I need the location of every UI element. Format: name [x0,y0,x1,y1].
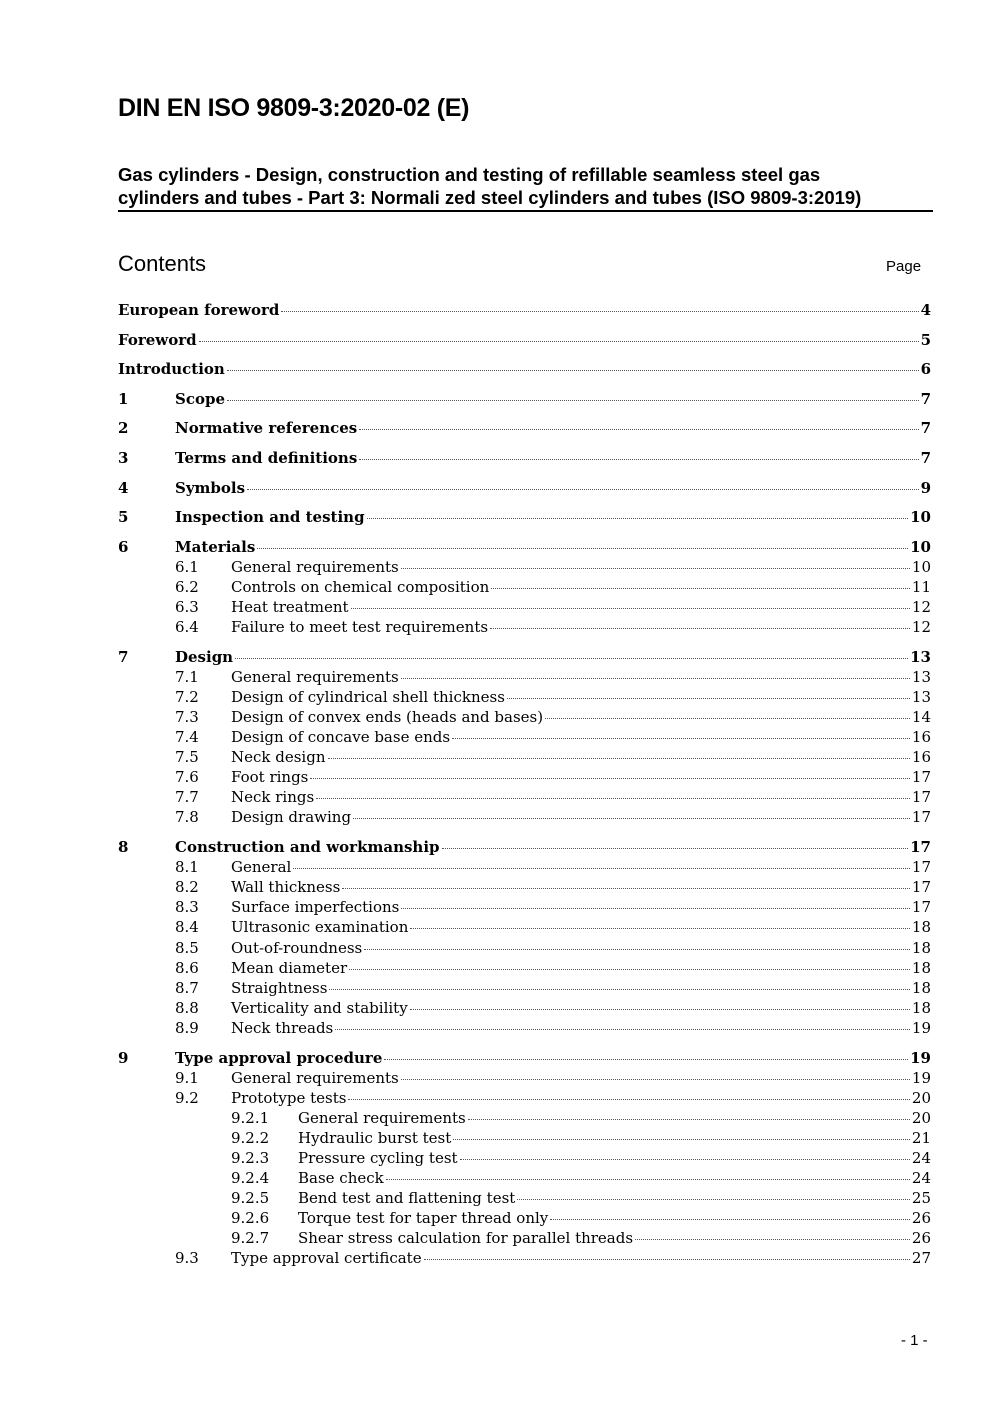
toc-entry-page: 21 [911,1128,931,1147]
toc-entry-page: 12 [911,598,931,617]
toc-entry[interactable] [118,1068,931,1088]
toc-leader-dots [342,888,910,889]
toc-leader-dots [353,818,910,819]
toc-entry-number: 4 [118,478,129,497]
toc-entry-label: Terms and definitions [175,448,358,467]
toc-entry-label: General requirements [231,1068,399,1087]
toc-leader-dots [199,341,919,342]
toc-leader-dots [227,400,919,401]
toc-entry-page: 16 [911,728,931,747]
toc-leader-dots [293,868,910,869]
toc-entry-label: Heat treatment [231,598,349,617]
page-number: - 1 - [901,1332,928,1349]
toc-entry-page: 26 [911,1229,931,1248]
toc-entry-page: 13 [911,687,931,706]
toc-entry-page: 5 [920,330,931,349]
toc-entry-number: 9.2.2 [231,1128,270,1147]
toc-entry-label: Mean diameter [231,958,348,977]
toc-entry[interactable] [118,1228,931,1248]
toc-entry-number: 8.6 [175,958,199,977]
toc-entry-page: 4 [920,301,931,319]
toc-leader-dots [468,1119,910,1120]
toc-entry-page: 10 [911,557,931,576]
toc-entry[interactable] [118,418,931,438]
toc-entry[interactable] [118,1168,931,1188]
toc-entry[interactable] [118,537,931,557]
toc-entry-number: 5 [118,508,129,527]
toc-entry-number: 9.2.7 [231,1229,270,1248]
toc-leader-dots [348,1099,909,1100]
toc-entry-number: 8.9 [175,1018,199,1037]
toc-entry[interactable] [118,807,931,827]
toc-entry[interactable] [118,938,931,958]
toc-entry[interactable] [118,787,931,807]
toc-entry[interactable] [118,330,931,350]
toc-entry[interactable] [118,557,931,577]
toc-entry[interactable] [118,1208,931,1228]
toc-leader-dots [364,949,910,950]
toc-entry[interactable] [118,300,931,320]
toc-entry-label: General requirements [298,1108,466,1127]
toc-entry-page: 17 [911,858,931,877]
document-title [118,163,933,212]
toc-entry-page: 13 [910,647,931,666]
toc-leader-dots [257,548,908,549]
toc-entry[interactable] [118,917,931,937]
toc-entry-number: 8.1 [175,858,199,877]
toc-entry-number: 7.4 [175,728,199,747]
toc-entry-page: 18 [911,998,931,1017]
toc-entry-page: 17 [910,838,931,857]
toc-leader-dots [460,1159,910,1160]
toc-entry[interactable] [118,577,931,597]
toc-leader-dots [281,311,918,312]
toc-entry-number: 8 [118,838,129,857]
toc-entry-page: 7 [920,448,931,467]
toc-entry[interactable] [118,978,931,998]
toc-leader-dots [328,758,910,759]
toc-entry[interactable] [118,597,931,617]
toc-leader-dots [335,1029,910,1030]
toc-entry-number: 6.1 [175,557,199,576]
toc-entry-label: Neck design [231,748,326,767]
toc-leader-dots [384,1059,908,1060]
toc-entry-number: 8.8 [175,998,199,1017]
toc-entry[interactable] [118,478,931,498]
toc-entry-label: Straightness [231,978,328,997]
toc-entry-label: Out-of-roundness [231,938,363,957]
toc-entry-number: 2 [118,419,129,438]
toc-entry-number: 7 [118,647,129,666]
toc-entry[interactable] [118,507,931,527]
toc-entry-label: Torque test for taper thread only [298,1209,549,1228]
toc-entry[interactable] [118,857,931,877]
toc-entry-label: Foot rings [231,768,309,787]
toc-entry-label: Wall thickness [231,878,341,897]
title-line-2: cylinders and tubes - Part 3: Normali zed steel cylinders and tubes (ISO 9809-3:2019) [118,187,862,208]
toc-entry-label: Neck threads [231,1018,334,1037]
toc-leader-dots [442,848,909,849]
toc-entry[interactable] [118,707,931,727]
toc-entry[interactable] [118,727,931,747]
toc-entry-label: Inspection and testing [175,508,365,527]
toc-entry-page: 20 [911,1108,931,1127]
toc-entry-number: 7.1 [175,667,199,686]
toc-entry-label: Symbols [175,478,246,497]
toc-entry-label: Design of cylindrical shell thickness [231,687,505,706]
toc-entry-page: 13 [911,667,931,686]
toc-leader-dots [310,778,910,779]
toc-entry-number: 6.4 [175,618,199,637]
toc-leader-dots [316,798,910,799]
toc-entry-page: 11 [911,577,931,596]
toc-entry[interactable] [118,617,931,637]
toc-leader-dots [401,908,910,909]
toc-entry-label: Controls on chemical composition [231,577,490,596]
toc-entry-number: 7.5 [175,748,199,767]
toc-entry-number: 9.2.5 [231,1189,270,1208]
toc-entry[interactable] [118,359,931,379]
toc-leader-dots [410,1009,910,1010]
toc-entry-number: 1 [118,389,129,408]
toc-entry-page: 19 [910,1048,931,1067]
toc-entry-number: 7.2 [175,687,199,706]
toc-entry[interactable] [118,667,931,687]
toc-entry-page: 25 [911,1189,931,1208]
toc-leader-dots [351,608,910,609]
toc-entry-label: Design of concave base ends [231,728,451,747]
toc-entry-number: 8.5 [175,938,199,957]
toc-entry-page: 7 [920,419,931,438]
toc-leader-dots [490,628,910,629]
toc-entry-label: Type approval certificate [231,1249,422,1268]
toc-entry-page: 17 [911,768,931,787]
title-line-1: Gas cylinders - Design, construction and testing of refillable seamless steel gas [118,164,821,185]
toc-leader-dots [545,718,910,719]
toc-entry-number: 7.6 [175,768,199,787]
toc-entry-page: 19 [911,1018,931,1037]
toc-leader-dots [235,658,908,659]
toc-entry-label: European foreword [118,301,280,319]
toc-entry[interactable] [118,837,931,857]
toc-entry-page: 17 [911,878,931,897]
toc-entry-label: Design of convex ends (heads and bases) [231,708,544,726]
toc-entry-page: 9 [920,478,931,497]
toc-entry-label: Design drawing [231,808,352,827]
toc-entry[interactable] [118,448,931,468]
toc-entry-label: General requirements [231,557,399,576]
toc-entry-page: 10 [910,537,931,556]
toc-entry-page: 26 [911,1209,931,1228]
toc-entry-number: 7.7 [175,788,199,807]
toc-entry-number: 8.3 [175,898,199,917]
toc-leader-dots [227,370,919,371]
toc-entry-number: 9.2 [175,1088,199,1107]
toc-entry[interactable] [118,1248,931,1268]
toc-entry-label: Scope [175,389,226,408]
toc-leader-dots [424,1259,910,1260]
toc-entry-number: 8.7 [175,978,199,997]
toc-entry-number: 8.2 [175,878,199,897]
toc-leader-dots [401,568,910,569]
toc-leader-dots [329,989,909,990]
toc-entry-label: Base check [298,1169,384,1188]
toc-entry-page: 16 [911,748,931,767]
toc-entry-number: 9 [118,1048,129,1067]
toc-entry[interactable] [118,647,931,667]
toc-entry-number: 3 [118,448,129,467]
toc-entry-number: 9.1 [175,1068,199,1087]
toc-entry-label: Foreword [118,330,197,349]
toc-entry[interactable] [118,897,931,917]
toc-entry[interactable] [118,1188,931,1208]
toc-entry-page: 12 [911,618,931,637]
toc-entry[interactable] [118,389,931,409]
toc-entry[interactable] [118,877,931,897]
contents-heading: Contents [118,251,207,276]
toc-entry[interactable] [118,1108,931,1128]
toc-leader-dots [453,1139,910,1140]
toc-entry-label: Hydraulic burst test [298,1128,452,1147]
toc-entry[interactable] [118,1148,931,1168]
toc-entry[interactable] [118,1088,931,1108]
toc-entry-page: 18 [911,978,931,997]
toc-leader-dots [517,1199,910,1200]
toc-leader-dots [550,1219,910,1220]
toc-entry-number: 6.3 [175,598,199,617]
toc-entry-page: 14 [911,708,931,726]
toc-entry-label: Failure to meet test requirements [231,618,489,637]
toc-leader-dots [247,489,919,490]
toc-entry-number: 9.2.1 [231,1108,270,1127]
toc-entry-page: 18 [911,938,931,957]
toc-entry-page: 24 [911,1148,931,1167]
toc-entry[interactable] [118,767,931,787]
table-of-contents [118,300,931,1269]
toc-leader-dots [410,928,910,929]
toc-entry-label: Neck rings [231,788,315,807]
toc-entry-label: Shear stress calculation for parallel threads [298,1229,634,1248]
toc-entry-page: 17 [911,898,931,917]
toc-entry-page: 24 [911,1169,931,1188]
toc-leader-dots [349,969,910,970]
toc-entry-label: Verticality and stability [231,998,408,1017]
toc-leader-dots [452,738,910,739]
toc-leader-dots [507,698,910,699]
toc-entry-label: Ultrasonic examination [231,918,409,937]
toc-leader-dots [491,588,910,589]
toc-entry[interactable] [118,1018,931,1038]
toc-entry[interactable] [118,1048,931,1068]
toc-entry-label: General [231,858,292,877]
toc-entry[interactable] [118,747,931,767]
toc-entry-number: 9.2.4 [231,1169,270,1188]
page-column-label: Page [886,258,922,275]
toc-entry-page: 18 [911,918,931,937]
toc-entry-label: Construction and workmanship [175,838,440,857]
toc-entry[interactable] [118,998,931,1018]
toc-entry-page: 17 [911,808,931,827]
toc-entry[interactable] [118,1128,931,1148]
toc-entry-number: 9.3 [175,1249,199,1268]
toc-entry-page: 20 [911,1088,931,1107]
toc-entry-label: Prototype tests [231,1088,347,1107]
toc-entry-label: General requirements [231,667,399,686]
toc-entry-label: Materials [175,537,256,556]
toc-entry-number: 9.2.3 [231,1148,270,1167]
toc-entry-label: Introduction [118,360,225,379]
toc-entry-label: Design [175,647,234,666]
toc-entry-label: Surface imperfections [231,898,400,917]
toc-entry-number: 6 [118,537,129,556]
toc-entry-number: 6.2 [175,577,199,596]
toc-entry-number: 8.4 [175,918,199,937]
toc-entry-page: 10 [910,508,931,527]
toc-leader-dots [386,1179,910,1180]
toc-entry-page: 7 [920,389,931,408]
toc-leader-dots [367,518,909,519]
toc-leader-dots [359,429,918,430]
toc-entry-number: 7.8 [175,808,199,827]
toc-leader-dots [401,1079,910,1080]
toc-entry-label: Normative references [175,419,358,438]
toc-entry-page: 17 [911,788,931,807]
toc-leader-dots [359,459,918,460]
toc-leader-dots [635,1239,910,1240]
document-id: DIN EN ISO 9809-3:2020-02 (E) [118,94,470,122]
toc-entry-label: Bend test and flattening test [298,1189,516,1208]
toc-entry-number: 9.2.6 [231,1209,270,1228]
toc-entry-number: 7.3 [175,708,199,726]
toc-entry[interactable] [118,958,931,978]
toc-entry[interactable] [118,687,931,707]
toc-entry-page: 6 [920,360,931,379]
toc-leader-dots [401,678,910,679]
toc-entry-label: Type approval procedure [175,1048,383,1067]
toc-entry-label: Pressure cycling test [298,1148,458,1167]
toc-entry-page: 27 [911,1249,931,1268]
toc-entry-page: 18 [911,958,931,977]
toc-entry-page: 19 [911,1068,931,1087]
